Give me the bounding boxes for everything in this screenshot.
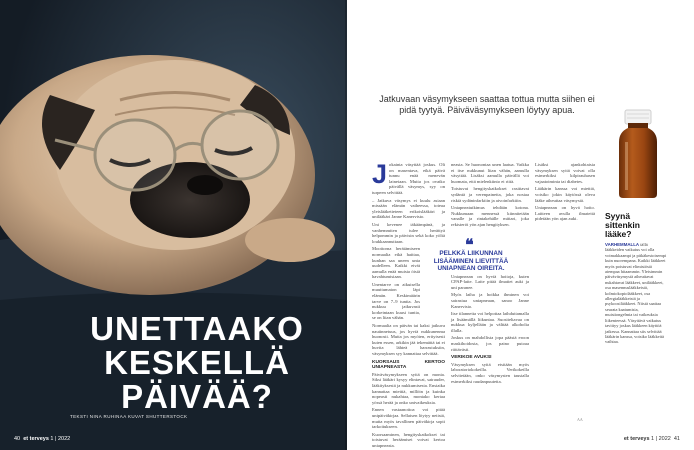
lead-paragraph: Jatkuvaan väsymykseen saattaa tottua mutta siihen ei pidä tyytyä. Päiväväsymykseen löytyy apua.: [379, 94, 595, 115]
paragraph: Väsymyksen syitä etsitään myös laboratoriokokeilla. Verikokeilla selvitetään, onko väsymysten taustalla esimerkiksi raudanpuutetta.: [451, 361, 529, 384]
sidebar-title: Syynä sittenkin lääke?: [605, 211, 640, 239]
paragraph: okainta väsyttää joskus. Oli on masentava, eikä päivä tunnu enää menevän laineiaan. Mutta jos ovatko päivällä väsymys, syy on turpeen selvittää.: [372, 162, 445, 195]
subheading: VERIKOE AVUKSI: [451, 355, 492, 361]
pull-quote: PELKKÄ LIIKUNNAN LISÄÄMINEN LIEVITTÄÄ UNIAPNEAN OIREITA.: [433, 250, 509, 273]
right-page: [347, 0, 694, 450]
drop-cap: J: [372, 159, 388, 189]
left-folio: [14, 436, 70, 442]
paragraph: Uniapneatutkimus tehdään kotona. Nukkumaan mennessä kiinnitetään vanalle ja rintakehälle mittari, joka rekisteröi yön ajan hengityksen.: [451, 205, 529, 227]
quote-mark-icon: ❝: [465, 237, 474, 254]
subheading: KUORSAUS KERTOO UNIAPNEASTA: [372, 359, 445, 371]
paragraph: Päiväväsymykseen syitä on monia. Siksi lääkäri kysyy elintavat, sairauder, lääkityksestä ja nukkumisesta. Ensiaika kannattaa miettiä, millöin ja kuinka nopeasti nukahtaa, montako kertaa yössä herää ja onko univaikeuksia.: [372, 371, 445, 405]
magazine-name: et terveys: [623, 436, 650, 442]
paragraph: Uniapneaan on hyvä hoito. Laitteen avulla ilmateitä pidetään yön ajan auki.: [535, 205, 595, 222]
right-folio: [624, 436, 680, 442]
paragraph: – Jatkuva väsymys ei kuulu asiaan missään elämän vaiheessa, toteaa yleislääketieteen erikoislääkäri ja unilääkäri Janne Kanervisto.: [372, 197, 445, 220]
page-number: 41: [673, 436, 680, 442]
paragraph: Uni kevenee iäkäämpänä, ja vanhemmiten tulee herättyä helpommin ja päivisin sekä koko yöltä loukkaannuttaan.: [372, 221, 445, 244]
paragraph: Moottorna herätämiseen normaalia eikä haittaa, kunhan saa uneen unta uudelleen. Kaikki eivät aamulla enää muista öisiä havahtumisiaan.: [372, 246, 420, 280]
sidebar-body: iällä lääkkeiden vaikutus voi olla voimakkaampi ja pitkäkestoisempi kuin nuorempana. Kaikki lääkkeet myös poistuvat elimistöstä aiempaa hitaammin. Yleisimmin päiväväsymystä aiheuttavat nukahtavat lääkkeet, unilääkkeet, osa masennuslääkkeistä, kolmiokopiolääkkeet, osa allergialääkkeistä ja psykoosilääkkeet. Niistä saattaa seurata kaatumisia, muistiongelmia tai vaikeuksia liikenteessä. Väsyttävä vaikutus tavittyy joskus lääkkeen käyttöä jatkessa. Kannattaa siis selvittää lääkärin kanssa, voisiko lääkkeitä vaihtaa.: [605, 242, 667, 345]
paragraph: Toistuvat hengityskatkokset rasittavat sydäntä ja verenpainetta, joka nostaa riskiä sydäninfarktiin ja aivoinfarktiin.: [451, 186, 529, 203]
paragraph: Joskus on mahdollista jopa päästä eroon maskihoidosta, jos paino putoaa riittävästi.: [451, 335, 529, 352]
paragraph: Kuorsaaminen, hengityskatkokset tai toistuvat heräämiset voivat kertoa uniapneasta.: [372, 431, 445, 448]
magazine-name: et terveys: [23, 436, 49, 442]
column-1: [372, 159, 445, 448]
sidebar-text: [605, 242, 667, 345]
paragraph: Normaalia on päivän tai kaksi jatkuva nautinnetuus, jos hyviä nukkunenma huonosti. Mutta jos myöten, erityisesti kuten essen, arkikin jää tekemättä tai ei huvita lähteä harrastuksiin, väsymyksen syy kannattaa selvittää.: [372, 323, 445, 356]
paragraph: Ennen vastaanottoa voi pitää unipäiväkirjaa. Sellaisen löytyy netistä, mutta myös tavallinen päiväkirja sopii tarkoitukseen.: [372, 407, 445, 430]
article-title: UNETTAAKO KESKELLÄ PÄIVÄÄ?: [90, 310, 304, 415]
sidebar-lead-word: VARHEMMALLA: [605, 242, 640, 247]
column-2: [451, 162, 529, 432]
issue-number: 1 | 2022: [50, 436, 71, 442]
issue-number: 1 | 2022: [651, 436, 671, 442]
page-marker: AA: [577, 417, 583, 422]
paragraph: Lääkärin kanssa voi miettiä, voisiko jokin käytössä oleva lääke aiheuttaa väsymystä.: [535, 186, 595, 203]
paragraph: Uniapneaan on hyviä hoitoja, kuten CPAP-laite. Laite pitää ilmatiet auki ja uni paranee.: [451, 273, 529, 290]
paragraph: Unentarve on aikuisella muuttumaton läpi elämän. Keskimäärin tarve on 7–9 tuntia. Jos nukkuu jatkuvasti korkeintaan kuusi tuntia, se on liian vähän.: [372, 281, 420, 321]
paragraph: neasta. Se huonontaa unen laatua. Vaikka ei itse nukkunut liian vähän, aamulla väsyttää. Lisäksi aamulla päivällä voi huomata, että mielenkiinto ei riitä.: [451, 162, 529, 184]
column-3: [535, 162, 595, 302]
paragraph: Lisäksi ajankohtaisia väsymyksen syitä voivat olla esimerkiksi kilpirauhasen vajaatoiminta tai diabetes.: [535, 162, 595, 184]
page-number: 40: [14, 436, 21, 442]
credits-line: TEKSTI NINA RUHINAA KUVAT SHUTTERSTOCK: [70, 414, 188, 419]
paragraph: Itse tilannetta voi helpottaa laihduttamalla ja lisäämällä liikuntaa. Suositeltavaa on nukkua kyljellään ja välttää alkoholia illalla.: [451, 311, 529, 333]
sidebar-box: [605, 130, 667, 345]
paragraph: Myös laiha ja hoikka ihminen voi sairastua uniapneaan, sanoo Janne Kanervisto.: [451, 292, 529, 309]
